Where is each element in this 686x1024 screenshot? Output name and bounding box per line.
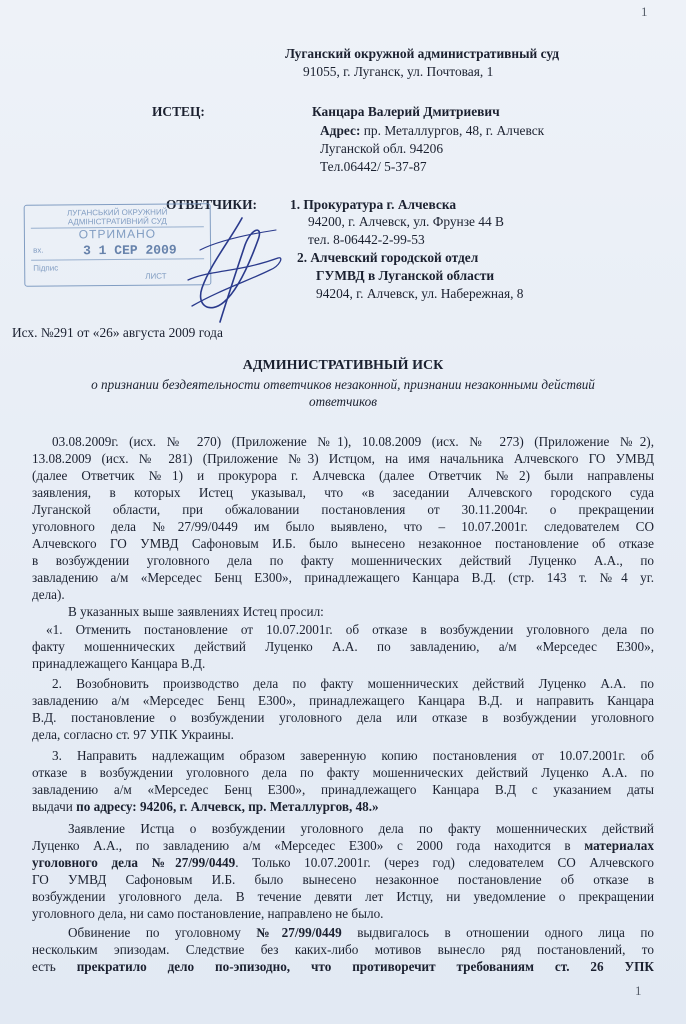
plaintiff-address-label: Адрес:	[320, 123, 361, 138]
page-number-top: 1	[641, 4, 648, 19]
plaintiff-label: ИСТЕЦ:	[152, 104, 205, 119]
body-line: ГО УМВД Сафоновым И.Б. было вынесено незаконное постановление об отказе в	[32, 872, 654, 887]
body-line: «1. Отменить постановление от 10.07.2001г. об отказе в возбуждении уголовного дела по	[46, 622, 654, 637]
document-title: АДМИНИСТРАТИВНЫЙ ИСК	[242, 358, 444, 373]
body-line: уголовного дела №27/99/0449. Только 10.07.2001г. (через год) следователем СО Алчевского	[32, 855, 654, 870]
body-line: заявления, в которых Истец указывал, что «в заседании Алчевского городского суда	[32, 485, 654, 500]
defendant-2-address: 94204, г. Алчевск, ул. Набережная, 8	[316, 286, 524, 301]
defendant-1-name: 1. Прокуратура г. Алчевска	[290, 197, 457, 212]
stamp-court-line-2: АДМІНІСТРАТИВНИЙ СУД	[67, 216, 167, 227]
stamp-date: 3 1 СЕР 2009	[82, 242, 177, 259]
handwritten-signature	[180, 210, 290, 330]
body-line: 13.08.2009 (исх. № 281) (Приложение №3) Истцом, на имя начальника Алчевского ГО УМВД	[32, 451, 654, 466]
body-line: В указанных выше заявлениях Истец просил:	[68, 604, 324, 619]
body-line: Заявление Истца о возбуждении уголовного дела по факту мошеннических действий	[68, 821, 654, 836]
body-line: 2. Возобновить производство дела по факту мошеннических действий Луценко А.А. по	[52, 676, 654, 691]
plaintiff-address	[320, 123, 544, 139]
document-subtitle-1: о признании бездеятельности ответчиков незаконной, признании незаконными действий	[91, 377, 595, 392]
plaintiff-address-value: пр. Металлургов, 48, г. Алчевск	[363, 123, 545, 138]
body-line: дела, согласно ст. 97 УПК Украины.	[32, 727, 234, 742]
body-line: возбуждении уголовного дела. В течение девяти лет Истцу, ни уведомление о прекращении	[32, 889, 654, 904]
body-line: есть прекратило дело по-эпизодно, что противоречит требованиям ст. 26 УПК	[32, 959, 654, 974]
body-line: уголовного дела №27/99/0449 им было выявлено, что – 10.07.2001г. следователем СО	[32, 519, 654, 534]
body-line: 3. Направить надлежащим образом заверенную копию постановления от 10.07.2001г. об	[52, 748, 654, 763]
body-line: завладению а/м «Мерседес Бенц Е300», принадлежащего Канцара В.Д. (стр. 143 т. №4 уг.	[32, 570, 654, 585]
defendants-label: ОТВЕТЧИКИ:	[166, 197, 257, 212]
body-line: завладению а/м «Мерседес Бенц Е300», принадлежащего Канцара В.Д. и направить Канцара	[32, 693, 654, 708]
body-line: Алчевского ГО УМВД Сафоновым И.Б. было вынесено незаконное постановление об отказе	[32, 536, 654, 551]
stamp-received: ОТРИМАНО	[78, 226, 157, 242]
body-line: факту мошеннических действий Луценко А.А. по завладению, а/м «Мерседес Е300»,	[32, 639, 654, 654]
defendant-1-address: 94200, г. Алчевск, ул. Фрунзе 44 В	[308, 214, 504, 229]
outgoing-reference: Исх. №291 от «26» августа 2009 года	[12, 325, 223, 340]
body-line: Обвинение по уголовному №27/99/0449 выдвигалось в отношении одного лица по	[68, 925, 654, 940]
body-line: В.Д. постановление о возбуждении уголовного дела или отказе в возбуждении уголовного	[32, 710, 654, 725]
body-line: принадлежащего Канцара В.Д.	[32, 656, 206, 671]
body-line: 03.08.2009г. (исх. № 270) (Приложение №1), 10.08.2009 (исх. № 273) (Приложение №2),	[52, 434, 654, 449]
page-number-bottom: 1	[635, 983, 642, 998]
court-name: Луганский окружной административный суд	[285, 46, 560, 61]
stamp-sheets-label: ЛИСТ	[145, 271, 167, 281]
body-line: Луганской области, при обжаловании постановления от 30.11.2004г. о прекращении	[32, 502, 654, 517]
plaintiff-phone: Тел.06442/ 5-37-87	[320, 159, 427, 174]
body-line: Луценко А.А., по завладению а/м «Мерседес Е300» с 2000 года находится в материалах	[32, 838, 654, 853]
court-address: 91055, г. Луганск, ул. Почтовая, 1	[303, 64, 494, 79]
stamp-sign-label: Підпис	[33, 263, 59, 273]
body-line: отказе в возбуждении уголовного дела по факту мошеннических действий Луценко А.А. по	[32, 765, 654, 780]
defendant-2-name-1: 2. Алчевский городской отдел	[297, 250, 479, 265]
body-line: (далее Ответчик №1) и прокурора г. Алчевска (далее Ответчик №2) были направлены	[32, 468, 654, 483]
plaintiff-name: Канцара Валерий Дмитриевич	[312, 104, 500, 119]
stamp-court-line-1: ЛУГАНСЬКИЙ ОКРУЖНИЙ	[66, 207, 168, 218]
defendant-2-name-2: ГУМВД в Луганской области	[316, 268, 495, 283]
body-line: завладению а/м «Мерседес Бенц Е300», принадлежащего Канцара В.Д с указанием даты	[32, 782, 654, 797]
body-line: нескольким эпизодам. Следствие без каких-либо мотивов вынесло ряд постановлений, то	[32, 942, 654, 957]
plaintiff-region: Луганской обл. 94206	[320, 141, 444, 156]
defendant-1-phone: тел. 8-06442-2-99-53	[308, 232, 425, 247]
body-line: в возбуждении уголовного дела по факту мошеннических действий Луценко А.А., по	[32, 553, 654, 568]
document-subtitle-2: ответчиков	[309, 394, 377, 409]
stamp-in-label: вх.	[33, 245, 44, 255]
body-line: дела).	[32, 587, 65, 602]
body-line: выдачи по адресу: 94206, г. Алчевск, пр. Металлургов, 48.»	[32, 799, 379, 814]
body-line: уголовного дела, ни само постановление, направлено не было.	[32, 906, 384, 921]
